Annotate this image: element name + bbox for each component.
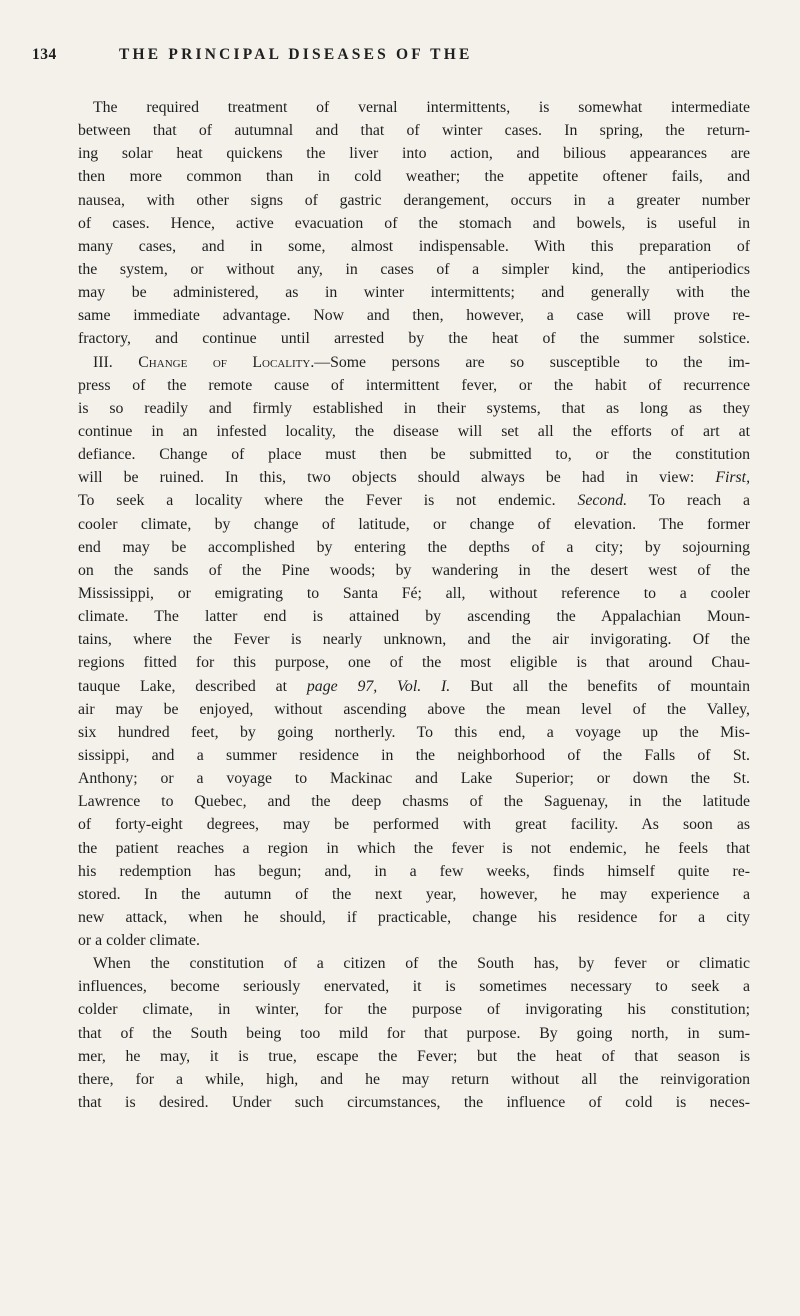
text-line xyxy=(78,489,750,512)
text-line: end may be accomplished by entering the depths of a city; by sojourning xyxy=(78,538,750,556)
text-line: fractory, and continue until arrested by the heat of the summer solstice. xyxy=(78,330,750,348)
text-line: Mississippi, or emigrating to Santa Fé; all, without reference to a cooler xyxy=(78,584,750,602)
text-line: or a colder climate. xyxy=(78,932,200,950)
text-line: sissippi, and a summer residence in the neighborhood of the Falls of St. xyxy=(78,746,750,764)
page-number: 134 xyxy=(32,46,57,63)
text-line: tains, where the Fever is nearly unknown, and the air invigorating. Of the xyxy=(78,631,750,649)
text-line: the patient reaches a region in which the fever is not endemic, he feels that xyxy=(78,839,750,857)
text-line: nausea, with other signs of gastric derangement, occurs in a greater number xyxy=(78,191,750,209)
second-label: Second. xyxy=(577,492,628,510)
text-line: Lawrence to Quebec, and the deep chasms of the Saguenay, in the latitude xyxy=(78,793,750,811)
text-line: colder climate, in winter, for the purpose of invigorating his constitution; xyxy=(78,1001,750,1019)
text-line: that of the South being too mild for that purpose. By going north, in sum- xyxy=(78,1024,750,1042)
text-line xyxy=(78,675,750,698)
text-line: defiance. Change of place must then be submitted to, or the constitution xyxy=(78,446,750,464)
first-label: First, xyxy=(715,469,750,487)
text-line: many cases, and in some, almost indispensable. With this preparation of xyxy=(78,237,750,255)
section-heading: Change of Locality. xyxy=(138,353,315,371)
section-heading-text: —Some persons are so susceptible to the im- xyxy=(314,353,750,371)
seek-text: To seek a locality where the Fever is not endemic. xyxy=(78,492,556,510)
text-line: continue in an infested locality, the disease will set all the efforts of art at xyxy=(78,422,750,440)
text-line: Anthony; or a voyage to Mackinac and Lake Superior; or down the St. xyxy=(78,770,750,788)
text-line: press of the remote cause of intermittent fever, or the habit of recurrence xyxy=(78,376,750,394)
text-line: his redemption has begun; and, in a few weeks, finds himself quite re- xyxy=(78,862,750,880)
text-line xyxy=(78,466,750,489)
text-line: mer, he may, it is true, escape the Fever; but the heat of that season is xyxy=(78,1047,750,1065)
chautauque-text: tauque Lake, described at xyxy=(78,677,288,695)
objects-text: will be ruined. In this, two objects should always be had in view: xyxy=(78,469,695,487)
page-reference: page 97, Vol. I. xyxy=(306,677,451,695)
running-head-title: THE PRINCIPAL DISEASES OF THE xyxy=(119,46,473,63)
text-line: stored. In the autumn of the next year, however, he may experience a xyxy=(78,885,750,903)
text-line: air may be enjoyed, without ascending above the mean level of the Valley, xyxy=(78,700,750,718)
running-head xyxy=(32,46,772,70)
text-line: The required treatment of vernal intermittents, is somewhat intermediate xyxy=(93,99,750,116)
text-line: there, for a while, high, and he may return without all the reinvigoration xyxy=(78,1070,750,1088)
text-line: regions fitted for this purpose, one of the most eligible is that around Chau- xyxy=(78,654,750,672)
text-line: same immediate advantage. Now and then, however, a case will prove re- xyxy=(78,307,750,325)
text-line: cooler climate, by change of latitude, or change of elevation. The former xyxy=(78,515,750,533)
text-line: the system, or without any, in cases of a simpler kind, the antiperiodics xyxy=(78,260,750,278)
text-line: of forty-eight degrees, may be performed with great facility. As soon as xyxy=(78,816,750,834)
text-line: on the sands of the Pine woods; by wandering in the desert west of the xyxy=(78,561,750,579)
section-numeral: III. xyxy=(93,353,113,371)
text-line: may be administered, as in winter intermittents; and generally with the xyxy=(78,284,750,302)
text-line: When the constitution of a citizen of the South has, by fever or climatic xyxy=(93,955,750,973)
text-line: is so readily and firmly established in their systems, that as long as they xyxy=(78,399,750,417)
body-text xyxy=(78,96,750,1114)
text-line: ing solar heat quickens the liver into action, and bilious appearances are xyxy=(78,145,750,163)
text-line: that is desired. Under such circumstances, the influence of cold is neces- xyxy=(78,1094,750,1112)
text-line: between that of autumnal and that of winter cases. In spring, the return- xyxy=(78,122,750,140)
text-line: six hundred feet, by going northerly. To this end, a voyage up the Mis- xyxy=(78,723,750,741)
text-line: climate. The latter end is attained by ascending the Appalachian Moun- xyxy=(78,608,750,626)
text-line: of cases. Hence, active evacuation of the stomach and bowels, is useful in xyxy=(78,214,750,232)
text-line: then more common than in cold weather; the appetite oftener fails, and xyxy=(78,168,750,186)
text-line: new attack, when he should, if practicable, change his residence for a city xyxy=(78,908,750,926)
seek-tail: To reach a xyxy=(648,492,750,510)
text-line: influences, become seriously enervated, it is sometimes necessary to seek a xyxy=(78,978,750,996)
section-heading-line xyxy=(78,351,750,374)
chautauque-tail: But all the benefits of mountain xyxy=(470,677,750,695)
